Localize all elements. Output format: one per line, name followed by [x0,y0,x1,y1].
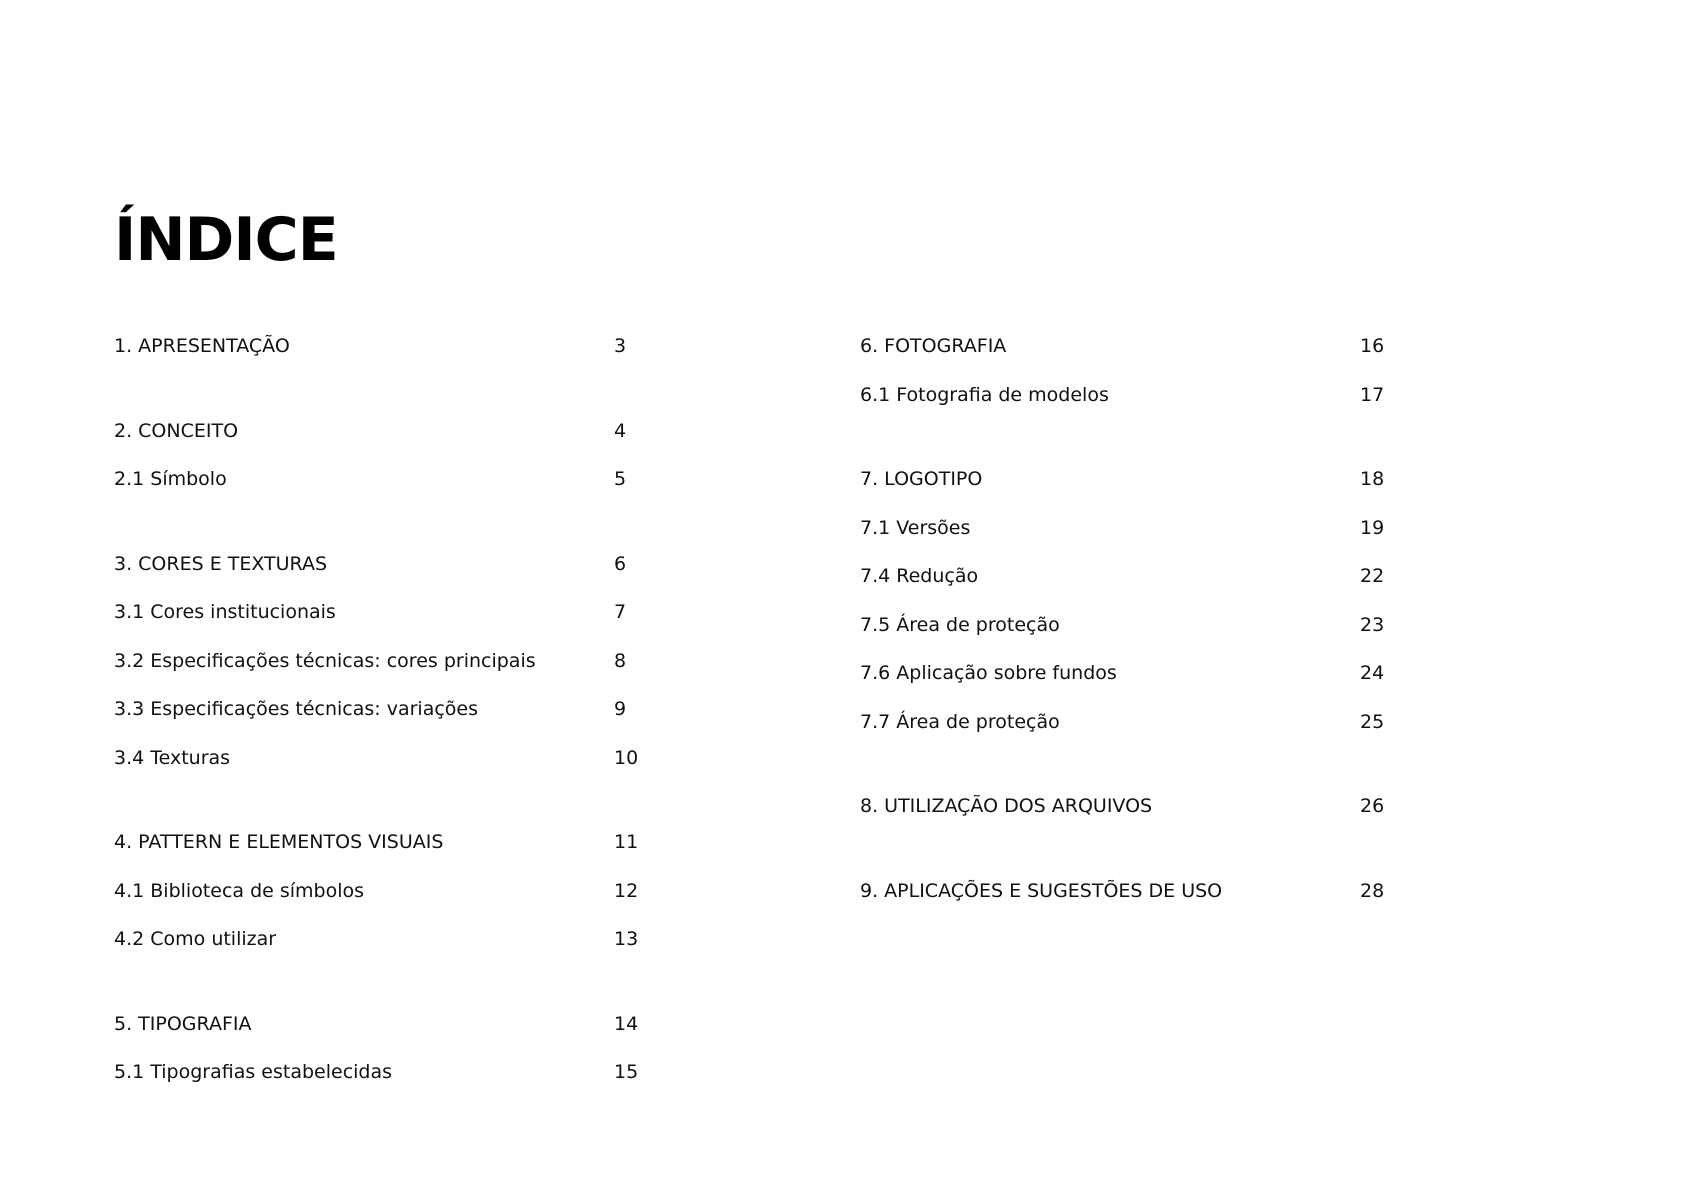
toc-entry-label: 3.1 Cores institucionais [114,601,336,623]
toc-entry-page-number: 4 [614,419,627,442]
toc-entry [114,545,644,594]
toc-entry-page-number: 11 [614,831,639,853]
toc-entry-label: 7. LOGOTIPO [860,468,983,490]
toc-entry-page-number: 28 [1360,879,1385,902]
toc-entry-label: 4.2 Como utilizar [114,928,277,950]
toc-entry-page-number: 3 [614,335,627,357]
toc-entry-label: 7.7 Área de proteção [860,710,1060,733]
toc-entry-page-number: 5 [614,468,627,490]
toc-entry-label: 7.1 Versões [860,516,971,539]
toc-entry-page-number: 19 [1360,516,1385,539]
toc-entry-label: 3. CORES E TEXTURAS [114,552,328,575]
toc-entry-page-number: 13 [614,928,639,950]
toc-entry-label: 4. PATTERN E ELEMENTOS VISUAIS [114,831,444,853]
toc-entry-page-number: 16 [1360,335,1385,357]
toc-entry-page-number: 24 [1360,662,1385,684]
toc-entry [114,412,644,461]
toc-entry [860,654,1390,703]
toc-entry-page-number: 10 [614,746,639,769]
toc-entry-page-number: 7 [614,601,627,623]
toc-entry-label: 6.1 Fotografia de modelos [860,383,1109,406]
toc-entry-label: 3.3 Especificações técnicas: variações [114,698,479,720]
toc-entry [860,872,1390,921]
toc-entry [860,376,1390,425]
toc-entry-label: 3.2 Especificações técnicas: cores principais [114,649,536,672]
toc-entry [114,593,644,642]
toc-entry [114,327,644,376]
toc-entry-label: 2. CONCEITO [114,419,239,442]
toc-entry [114,823,644,872]
toc-entry-page-number: 6 [614,552,627,575]
toc-entry [860,606,1390,655]
toc-entry-page-number: 9 [614,698,627,720]
page-title: ÍNDICE [114,205,338,275]
toc-entry-label: 1. APRESENTAÇÃO [114,335,290,357]
toc-entry-page-number: 18 [1360,468,1385,490]
toc-entry-label: 4.1 Biblioteca de símbolos [114,879,365,902]
toc-entry-page-number: 22 [1360,565,1385,587]
toc-entry-label: 8. UTILIZAÇÃO DOS ARQUIVOS [860,795,1153,817]
toc-entry [114,690,644,739]
toc-entry [114,1053,644,1102]
toc-entry [114,872,644,921]
toc-entry-label: 7.4 Redução [860,565,979,587]
toc-entry-label: 7.5 Área de proteção [860,613,1060,636]
toc-entry-label: 9. APLICAÇÕES E SUGESTÕES DE USO [860,879,1223,902]
toc-entry [114,460,644,509]
toc-entry-page-number: 26 [1360,795,1385,817]
toc-entry-label: 3.4 Texturas [114,746,231,769]
toc-entry [114,920,644,969]
toc-entry-page-number: 15 [614,1061,639,1083]
toc-entry [860,460,1390,509]
toc-entry-page-number: 8 [614,649,627,672]
toc-entry-page-number: 14 [614,1012,639,1035]
toc-entry [860,703,1390,752]
toc-entry-page-number: 25 [1360,710,1385,733]
toc-entry-page-number: 17 [1360,383,1385,406]
toc-entry [114,1005,644,1054]
toc-entry-label: 2.1 Símbolo [114,468,227,490]
toc-entry-page-number: 12 [614,879,639,902]
toc-entry-page-number: 23 [1360,613,1385,636]
toc-entry [114,739,644,788]
toc-entry-label: 7.6 Aplicação sobre fundos [860,662,1117,684]
toc-entry-label: 5. TIPOGRAFIA [114,1012,252,1035]
toc-entry [860,327,1390,376]
toc-entry [860,787,1390,836]
toc-entry [860,509,1390,558]
toc-entry [860,557,1390,606]
toc-entry-label: 6. FOTOGRAFIA [860,335,1007,357]
toc-entry [114,642,644,691]
toc-left-column [114,327,644,1102]
toc-entry-label: 5.1 Tipografias estabelecidas [114,1061,393,1083]
toc-right-column [860,327,1390,920]
